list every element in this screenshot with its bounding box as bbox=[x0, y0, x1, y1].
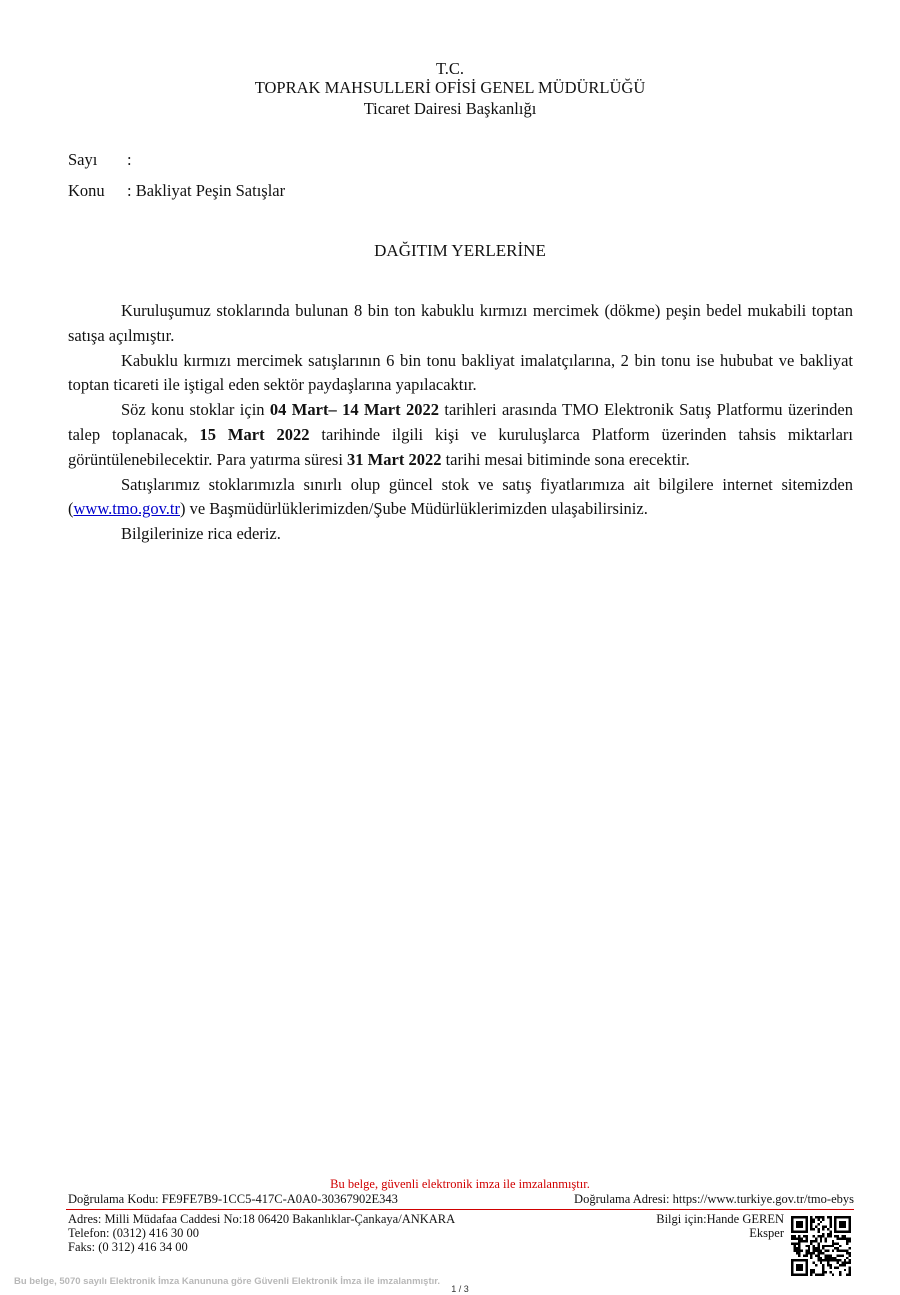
p3-text-2: tarihleri arasında TMO Elektronik Satış Platformu üzerinden talep toplanacak, bbox=[68, 400, 853, 444]
paragraph-2: Kabuklu kırmızı mercimek satışlarının 6 bin tonu bakliyat imalatçılarına, 2 bin tonu ise hububat ve bakliyat toptan ticareti ile iştigal eden sektör paydaşlarına yapılacaktır. bbox=[68, 350, 853, 395]
sales-period-dates: 04 Mart– 14 Mart 2022 bbox=[269, 400, 439, 420]
allocation-date: 15 Mart 2022 bbox=[199, 424, 310, 444]
verification-code: Doğrulama Kodu: FE9FE7B9-1CC5-417C-A0A0-30367902E343 bbox=[68, 1192, 398, 1206]
address-line: Adres: Milli Müdafaa Caddesi No:18 06420 Bakanlıklar-Çankaya/ANKARA bbox=[68, 1212, 456, 1226]
p3-text-4: tarihi mesai bitiminde sona erecektir. bbox=[441, 449, 690, 469]
letter-body bbox=[68, 299, 853, 547]
paragraph-3 bbox=[68, 398, 853, 472]
tmo-website-link[interactable]: www.tmo.gov.tr bbox=[73, 499, 180, 519]
konu-label: Konu bbox=[68, 181, 105, 200]
contact-block bbox=[68, 1213, 455, 1255]
phone-line: Telefon: (0312) 416 30 00 bbox=[68, 1226, 200, 1240]
p3-text-3: tarihinde ilgili kişi ve kuruluşlarca Platform üzerinden tahsis miktarları görüntülenebilecektir. Para yatırma süresi bbox=[68, 424, 853, 469]
info-block bbox=[656, 1213, 784, 1241]
page-number: 1 / 3 bbox=[451, 1284, 469, 1294]
paragraph-1: Kuruluşumuz stoklarında bulunan 8 bin ton kabuklu kırmızı mercimek (dökme) peşin bedel mukabili toptan satışa açılmıştır. bbox=[68, 301, 853, 345]
legal-notice: Bu belge, 5070 sayılı Elektronik İmza Kanununa göre Güvenli Elektronik İmza ile imzalanmıştır. bbox=[14, 1276, 441, 1287]
esign-notice: Bu belge, güvenli elektronik imza ile imzalanmıştır. bbox=[330, 1177, 590, 1191]
qr-code-icon bbox=[791, 1216, 851, 1276]
sayi-colon: : bbox=[127, 150, 132, 169]
paragraph-4 bbox=[68, 473, 853, 523]
konu-value: : Bakliyat Peşin Satışlar bbox=[127, 181, 286, 200]
header-tc: T.C. bbox=[435, 59, 465, 78]
paragraph-5: Bilgilerinize rica ederiz. bbox=[121, 524, 281, 544]
header-institution: TOPRAK MAHSULLERİ OFİSİ GENEL MÜDÜRLÜĞÜ bbox=[254, 78, 646, 97]
info-title: Eksper bbox=[749, 1226, 784, 1240]
p4-text-2: ) ve Başmüdürlüklerimizden/Şube Müdürlüklerimizden ulaşabilirsiniz. bbox=[179, 499, 648, 519]
header-department: Ticaret Dairesi Başkanlığı bbox=[363, 99, 537, 118]
p4-text-1: Satışlarımız stoklarımızla sınırlı olup güncel stok ve satış fiyatlarımıza ait bilgilere internet sitemizden ( bbox=[68, 474, 853, 519]
fax-line: Faks: (0 312) 416 34 00 bbox=[68, 1240, 188, 1254]
sayi-label: Sayı bbox=[68, 150, 98, 169]
p3-text-1: Söz konu stoklar için bbox=[121, 400, 270, 420]
footer-divider bbox=[66, 1209, 854, 1210]
payment-deadline: 31 Mart 2022 bbox=[347, 449, 442, 469]
verification-address: Doğrulama Adresi: https://www.turkiye.gov.tr/tmo-ebys bbox=[574, 1192, 854, 1206]
distribution-title: DAĞITIM YERLERİNE bbox=[374, 241, 546, 260]
info-contact: Bilgi için:Hande GEREN bbox=[656, 1212, 784, 1226]
